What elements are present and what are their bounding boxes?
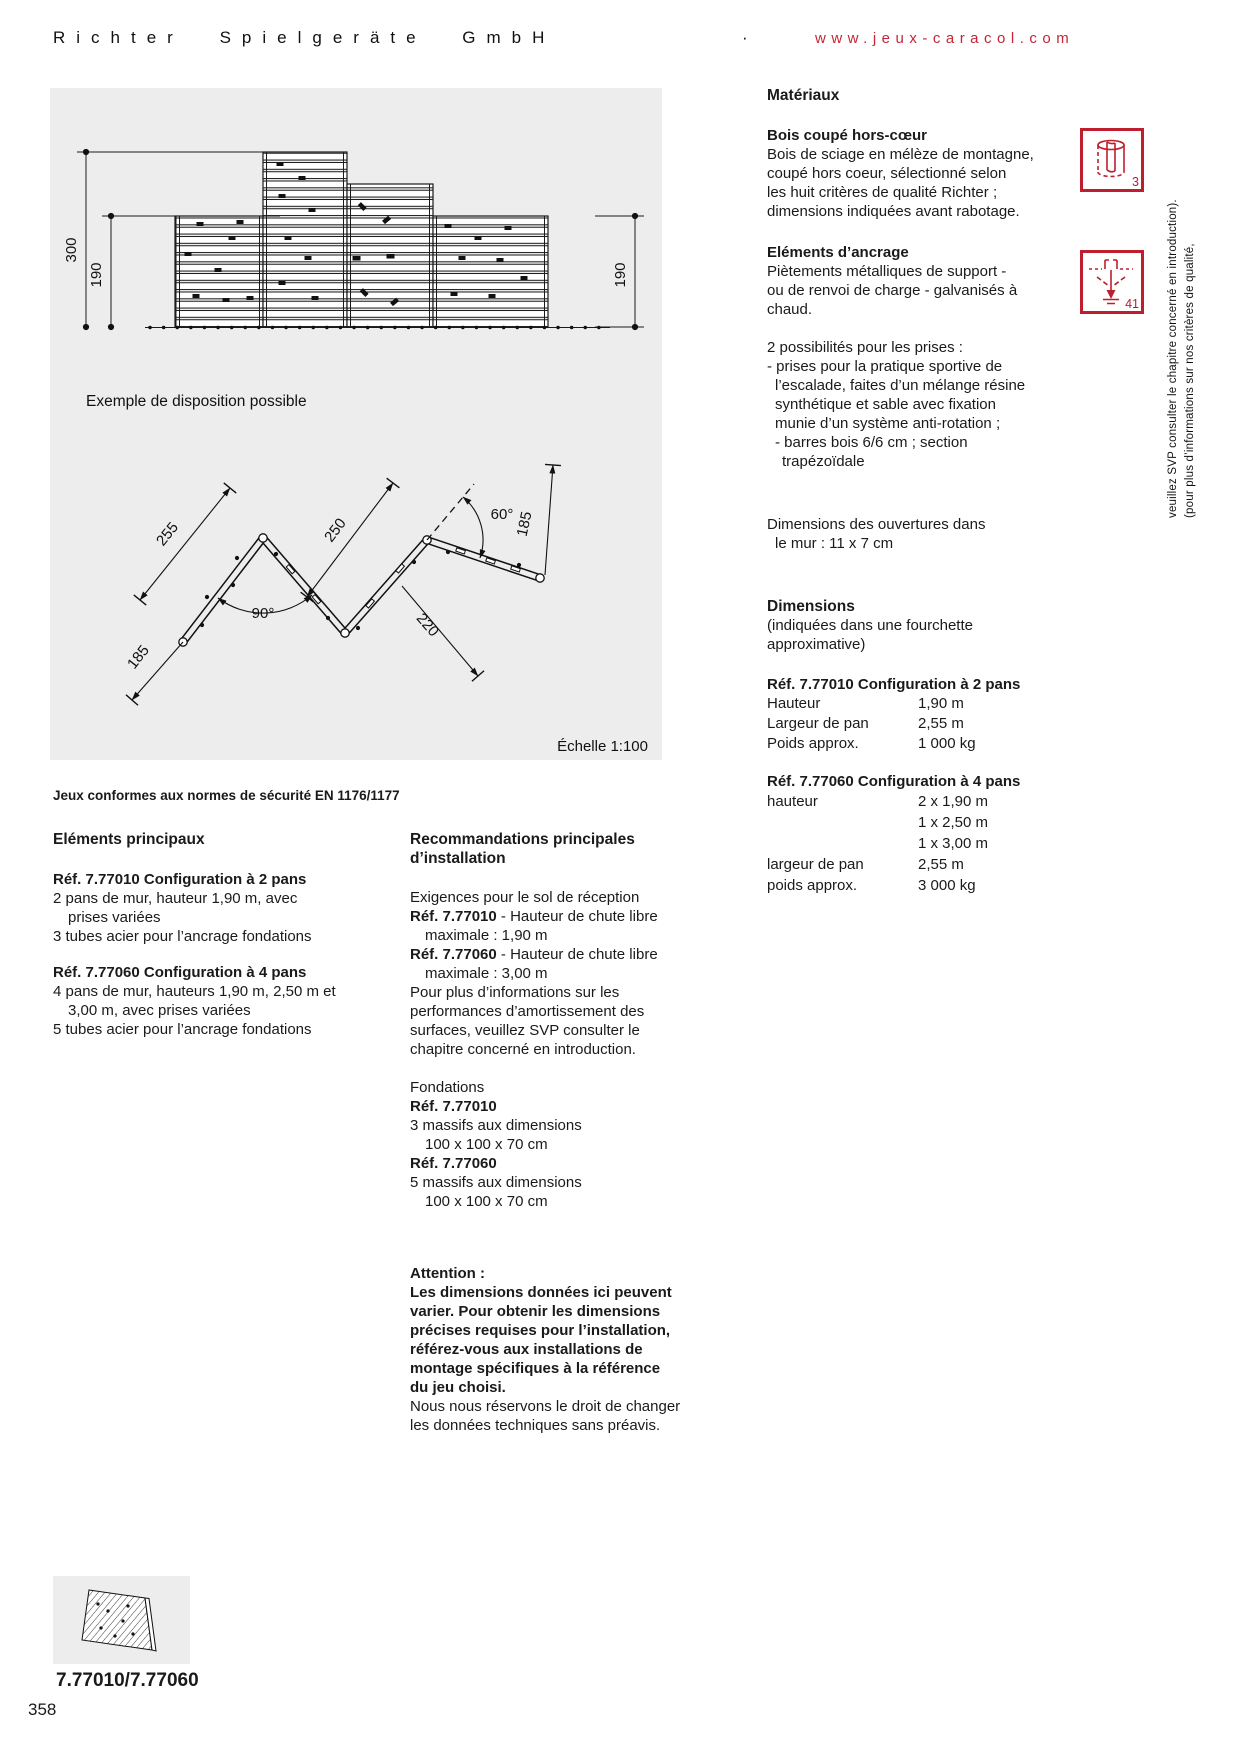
- dim-label-190-right: 190: [612, 262, 629, 288]
- anchor-foot-icon: [1080, 250, 1144, 314]
- attention-line: varier. Pour obtenir les dimensions: [410, 1303, 661, 1320]
- dim-label-255: 255: [153, 519, 182, 550]
- grips-line: l’escalade, faites d’un mélange résine: [775, 377, 1026, 394]
- product-code: 7.77010/7.77060: [56, 1670, 199, 1691]
- table-row: [767, 812, 1077, 833]
- dim-label-185-left: 185: [124, 642, 153, 673]
- foundations-title: Fondations: [410, 1079, 485, 1096]
- icon-number: 3: [1132, 175, 1139, 189]
- row-value: 2,55 m: [918, 715, 964, 732]
- anchor-title: Eléments d’ancrage: [767, 244, 909, 261]
- ref-number: Réf. 7.77060: [410, 946, 497, 963]
- dim-label-250: 250: [321, 515, 350, 546]
- page-number: 358: [28, 1700, 57, 1719]
- ref-77010-line: 3 tubes acier pour l’ancrage fondations: [53, 928, 312, 945]
- info-line: Pour plus d’informations sur les: [410, 984, 620, 1001]
- ref-77060-line: 3,00 m, avec prises variées: [68, 1002, 251, 1019]
- ref-77060-line: 4 pans de mur, hauteurs 1,90 m, 2,50 m et: [53, 983, 336, 1000]
- icon-number: 41: [1125, 297, 1139, 311]
- floor-requirements-title: Exigences pour le sol de réception: [410, 889, 640, 906]
- attention-line: précises requises pour l’installation,: [410, 1322, 671, 1339]
- product-thumbnail: [53, 1576, 190, 1664]
- main-elements-column: [53, 830, 393, 1039]
- dimensions-note: approximative): [767, 636, 866, 653]
- row-value: 2,55 m: [918, 856, 964, 873]
- foundations-line: 100 x 100 x 70 cm: [425, 1193, 548, 1210]
- grips-line: - barres bois 6/6 cm ; section: [775, 434, 968, 451]
- foundations-line: 100 x 100 x 70 cm: [425, 1136, 548, 1153]
- foundations-line: 3 massifs aux dimensions: [410, 1117, 582, 1134]
- ref-77010-line: 2 pans de mur, hauteur 1,90 m, avec: [53, 890, 298, 907]
- dim-label-190-left: 190: [88, 262, 105, 288]
- header-separator: ·: [742, 28, 748, 47]
- row-label: Poids approx.: [767, 735, 859, 752]
- openings-line: le mur : 11 x 7 cm: [775, 535, 894, 552]
- wall-thumbnail-icon: [53, 1576, 190, 1664]
- foundations-ref-77060: Réf. 7.77060: [410, 1155, 497, 1172]
- materials-title: Matériaux: [767, 87, 840, 104]
- grips-line: munie d’un système anti-rotation ;: [775, 415, 1001, 432]
- fall-height-77060: [410, 945, 720, 964]
- wood-line: Bois de sciage en mélèze de montagne,: [767, 146, 1034, 163]
- row-value: 2 x 1,90 m: [918, 793, 989, 810]
- ref-77060-title: Réf. 7.77060 Configuration à 4 pans: [53, 964, 307, 981]
- drawing-scale: Échelle 1:100: [557, 738, 648, 755]
- openings-line: Dimensions des ouvertures dans: [767, 516, 986, 533]
- row-value: 1 x 3,00 m: [918, 835, 989, 852]
- fall-height-77010: [410, 907, 720, 926]
- wood-line: les huit critères de qualité Richter ;: [767, 184, 998, 201]
- row-value: 3 000 kg: [918, 877, 976, 894]
- table-row: [767, 734, 1077, 754]
- ref-77060-line: 5 tubes acier pour l’ancrage fondations: [53, 1021, 312, 1038]
- wood-line: coupé hors coeur, sélectionné selon: [767, 165, 1007, 182]
- page-header: [0, 28, 1240, 54]
- grips-line: synthétique et sable avec fixation: [775, 396, 996, 413]
- fall-height-77010-max: maximale : 1,90 m: [425, 927, 548, 944]
- technical-drawing-svg: [50, 88, 662, 760]
- ref-number: Réf. 7.77010: [410, 908, 497, 925]
- ref-77010-line: prises variées: [68, 909, 161, 926]
- table-row: [767, 694, 1077, 714]
- grips-line: trapézoïdale: [782, 453, 865, 470]
- log-cylinder-icon: [1083, 131, 1139, 187]
- wood-quality-icon: [1080, 128, 1144, 192]
- info-line: chapitre concerné en introduction.: [410, 1041, 636, 1058]
- website-url: www.jeux-caracol.com: [815, 30, 1075, 47]
- row-label: Largeur de pan: [767, 715, 869, 732]
- anchor-line: chaud.: [767, 301, 813, 318]
- dim-label-300: 300: [63, 237, 80, 263]
- technical-drawing-area: [50, 88, 662, 760]
- drawing-caption: Exemple de disposition possible: [86, 393, 307, 410]
- table-row: [767, 714, 1077, 734]
- brand-name: Richter Spielgeräte GmbH: [53, 28, 556, 47]
- angle-label-90: 90°: [251, 605, 275, 622]
- elevation-drawing: [63, 149, 644, 330]
- angle-label-60: 60°: [490, 506, 514, 523]
- dim-label-220: 220: [412, 610, 443, 641]
- section-title: Eléments principaux: [53, 831, 205, 848]
- dimensions-title: Dimensions: [767, 598, 855, 615]
- table-row: [767, 854, 1077, 875]
- row-label: largeur de pan: [767, 856, 864, 873]
- ref-text: - Hauteur de chute libre: [496, 908, 658, 925]
- ref-text: - Hauteur de chute libre: [496, 946, 658, 963]
- fall-height-77060-max: maximale : 3,00 m: [425, 965, 548, 982]
- safety-norms-note: Jeux conformes aux normes de sécurité EN 1176/1177: [53, 788, 400, 803]
- row-value: 1 000 kg: [918, 735, 976, 752]
- disclaimer-line: les données techniques sans préavis.: [410, 1417, 661, 1434]
- attention-title: Attention :: [410, 1265, 485, 1282]
- info-line: performances d’amortissement des: [410, 1003, 645, 1020]
- table-row: [767, 791, 1077, 812]
- wood-title: Bois coupé hors-cœur: [767, 127, 928, 144]
- anchor-line: ou de renvoi de charge - galvanisés à: [767, 282, 1018, 299]
- table-row: [767, 833, 1077, 854]
- grips-line: - prises pour la pratique sportive de: [767, 358, 1003, 375]
- wood-line: dimensions indiquées avant rabotage.: [767, 203, 1020, 220]
- ref-77010-title: Réf. 7.77010 Configuration à 2 pans: [53, 871, 307, 888]
- quality-side-note-line1: (pour plus d’informations sur nos critères de qualité,: [1184, 243, 1196, 518]
- row-label: Hauteur: [767, 695, 821, 712]
- dim-label-185-right: 185: [513, 510, 536, 539]
- disclaimer-line: Nous nous réservons le droit de changer: [410, 1398, 681, 1415]
- row-value: 1 x 2,50 m: [918, 814, 989, 831]
- anchor-line: Piètements métalliques de support -: [767, 263, 1007, 280]
- foundations-line: 5 massifs aux dimensions: [410, 1174, 582, 1191]
- materials-column: [767, 86, 1077, 896]
- section-title: Recommandations principales: [410, 831, 635, 848]
- installation-recommendations-column: [410, 830, 720, 1435]
- table-row: [767, 875, 1077, 896]
- table1-title: Réf. 7.77010 Configuration à 2 pans: [767, 676, 1021, 693]
- info-line: surfaces, veuillez SVP consulter le: [410, 1022, 640, 1039]
- quality-side-note-line2: veuillez SVP consulter le chapitre concerné en introduction).: [1167, 199, 1179, 518]
- row-label: hauteur: [767, 793, 818, 810]
- row-value: 1,90 m: [918, 695, 964, 712]
- dimensions-note: (indiquées dans une fourchette: [767, 617, 973, 634]
- attention-line: du jeu choisi.: [410, 1379, 506, 1396]
- plan-drawing: [124, 464, 561, 705]
- attention-line: montage spécifiques à la référence: [410, 1360, 661, 1377]
- attention-line: Les dimensions données ici peuvent: [410, 1284, 672, 1301]
- grips-line: 2 possibilités pour les prises :: [767, 339, 963, 356]
- attention-line: référez-vous aux installations de: [410, 1341, 643, 1358]
- row-label: poids approx.: [767, 877, 858, 894]
- foundations-ref-77010: Réf. 7.77010: [410, 1098, 497, 1115]
- section-title: d’installation: [410, 850, 506, 867]
- table2-title: Réf. 7.77060 Configuration à 4 pans: [767, 773, 1021, 790]
